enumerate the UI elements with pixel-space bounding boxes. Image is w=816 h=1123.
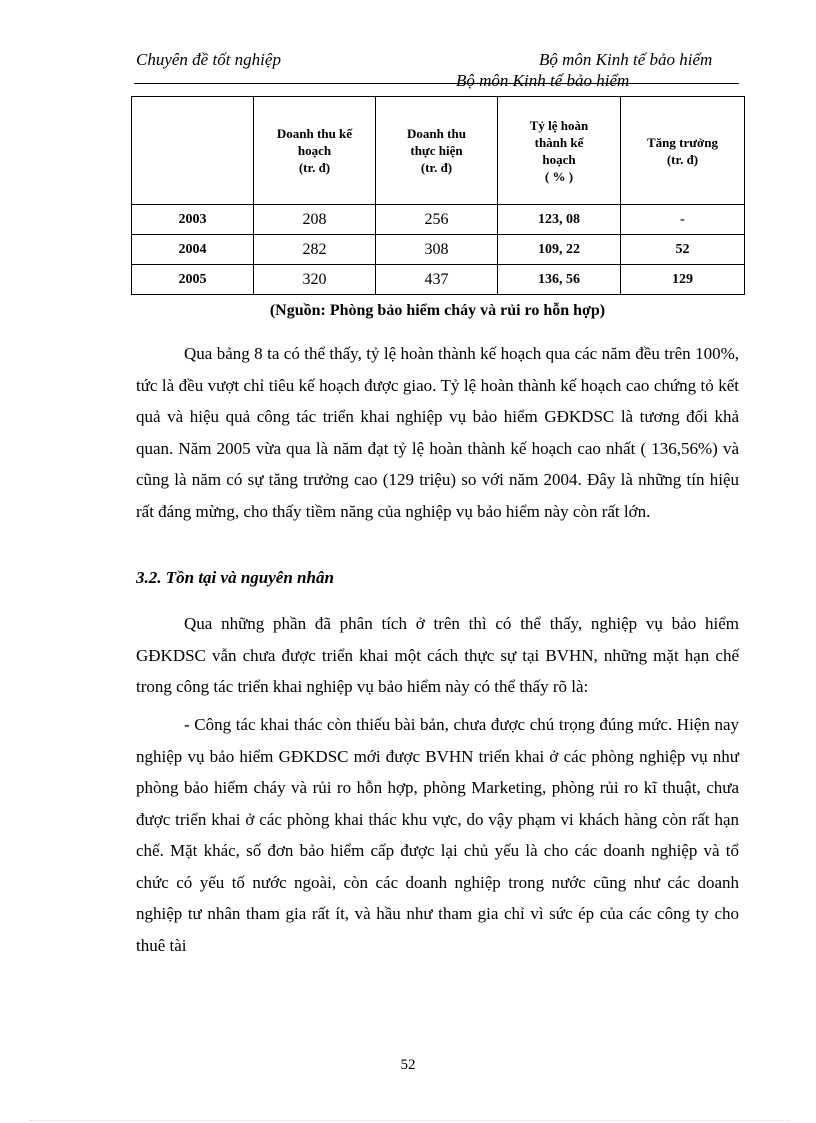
paragraph-limitations-intro: Qua những phần đã phân tích ở trên thì có thể thấy, nghiệp vụ bảo hiểm GĐKDSC vẫn chưa được triển khai một cách thực sự tại BVHN, những mặt hạn chế trong công tác triển khai nghiệp vụ bảo hiểm này có thể thấy rõ là: [136,614,739,696]
header-actual-label: Doanh thu thực hiện (tr. đ) [407,126,466,175]
header-doc-title: Chuyên đề tốt nghiệp [136,50,281,69]
table-header-cell [498,97,621,205]
rate-cell: 123, 08 [498,205,621,235]
header-rate-label: Tỷ lệ hoàn thành kế hoạch ( % ) [529,117,589,184]
header-growth-label: Tăng trưởng (tr. đ) [647,134,718,167]
header-department-duplicate: Bộ môn Kinh tế bảo hiểm [456,71,630,90]
table-header-cell [132,97,254,205]
table-header-cell [621,97,745,205]
table-row [132,205,745,235]
header-rule [134,83,739,84]
rate-cell: 109, 22 [498,235,621,265]
year-cell: 2004 [132,235,254,265]
table-header-row [132,97,745,205]
table-source-caption: (Nguồn: Phòng bảo hiểm cháy và rủi ro hỗn hợp) [269,302,606,319]
revenue-table [131,96,745,295]
actual-cell: 256 [376,205,498,235]
header-department: Bộ môn Kinh tế bảo hiểm [539,50,713,69]
page-bottom-edge [30,1120,790,1121]
plan-cell: 208 [254,205,376,235]
actual-cell: 308 [376,235,498,265]
paragraph-limitation-item: - Công tác khai thác còn thiếu bài bản, chưa được chú trọng đúng mức. Hiện nay nghiệp vụ bảo hiểm GĐKDSC mới được BVHN triển khai ở các phòng nghiệp vụ như phòng bảo hiểm cháy và rủi ro hỗn hợp, phòng Marketing, phòng rủi ro kĩ thuật, chưa được triển khai ở các phòng khai thác khu vực, do vậy phạm vi khách hàng còn rất hạn chế. Mặt khác, số đơn bảo hiểm cấp được lại chủ yếu là cho các doanh nghiệp và tổ chức có yếu tố nước ngoài, còn các doanh nghiệp trong nước cũng như các doanh nghiệp tư nhân tham gia rất ít, và hầu như tham gia chỉ vì sức ép của các công ty cho thuê tài [136,715,739,955]
actual-cell: 437 [376,265,498,295]
growth-cell: - [621,205,745,235]
plan-cell: 282 [254,235,376,265]
rate-cell: 136, 56 [498,265,621,295]
plan-cell: 320 [254,265,376,295]
section-heading: 3.2. Tồn tại và nguyên nhân [136,568,334,587]
paragraph-analysis: Qua bảng 8 ta có thể thấy, tỷ lệ hoàn thành kế hoạch qua các năm đều trên 100%, tức là đều vượt chỉ tiêu kế hoạch được giao. Tỷ lệ hoàn thành kế hoạch cao chứng tỏ kết quả và hiệu quả công tác triển khai nghiệp vụ bảo hiểm GĐKDSC là tương đối khả quan. Năm 2005 vừa qua là năm đạt tỷ lệ hoàn thành kế hoạch cao nhất ( 136,56%) và cũng là năm có sự tăng trưởng cao (129 triệu) so với năm 2004. Đây là những tín hiệu rất đáng mừng, cho thấy tiềm năng của nghiệp vụ bảo hiểm này còn rất lớn. [136,344,739,521]
table-header-cell [376,97,498,205]
table-row [132,265,745,295]
growth-cell: 129 [621,265,745,295]
growth-cell: 52 [621,235,745,265]
header-plan-label: Doanh thu kế hoạch (tr. đ) [276,126,353,175]
year-cell: 2005 [132,265,254,295]
year-cell: 2003 [132,205,254,235]
table-header-cell [254,97,376,205]
table-row [132,235,745,265]
page-number: 52 [400,1057,416,1073]
